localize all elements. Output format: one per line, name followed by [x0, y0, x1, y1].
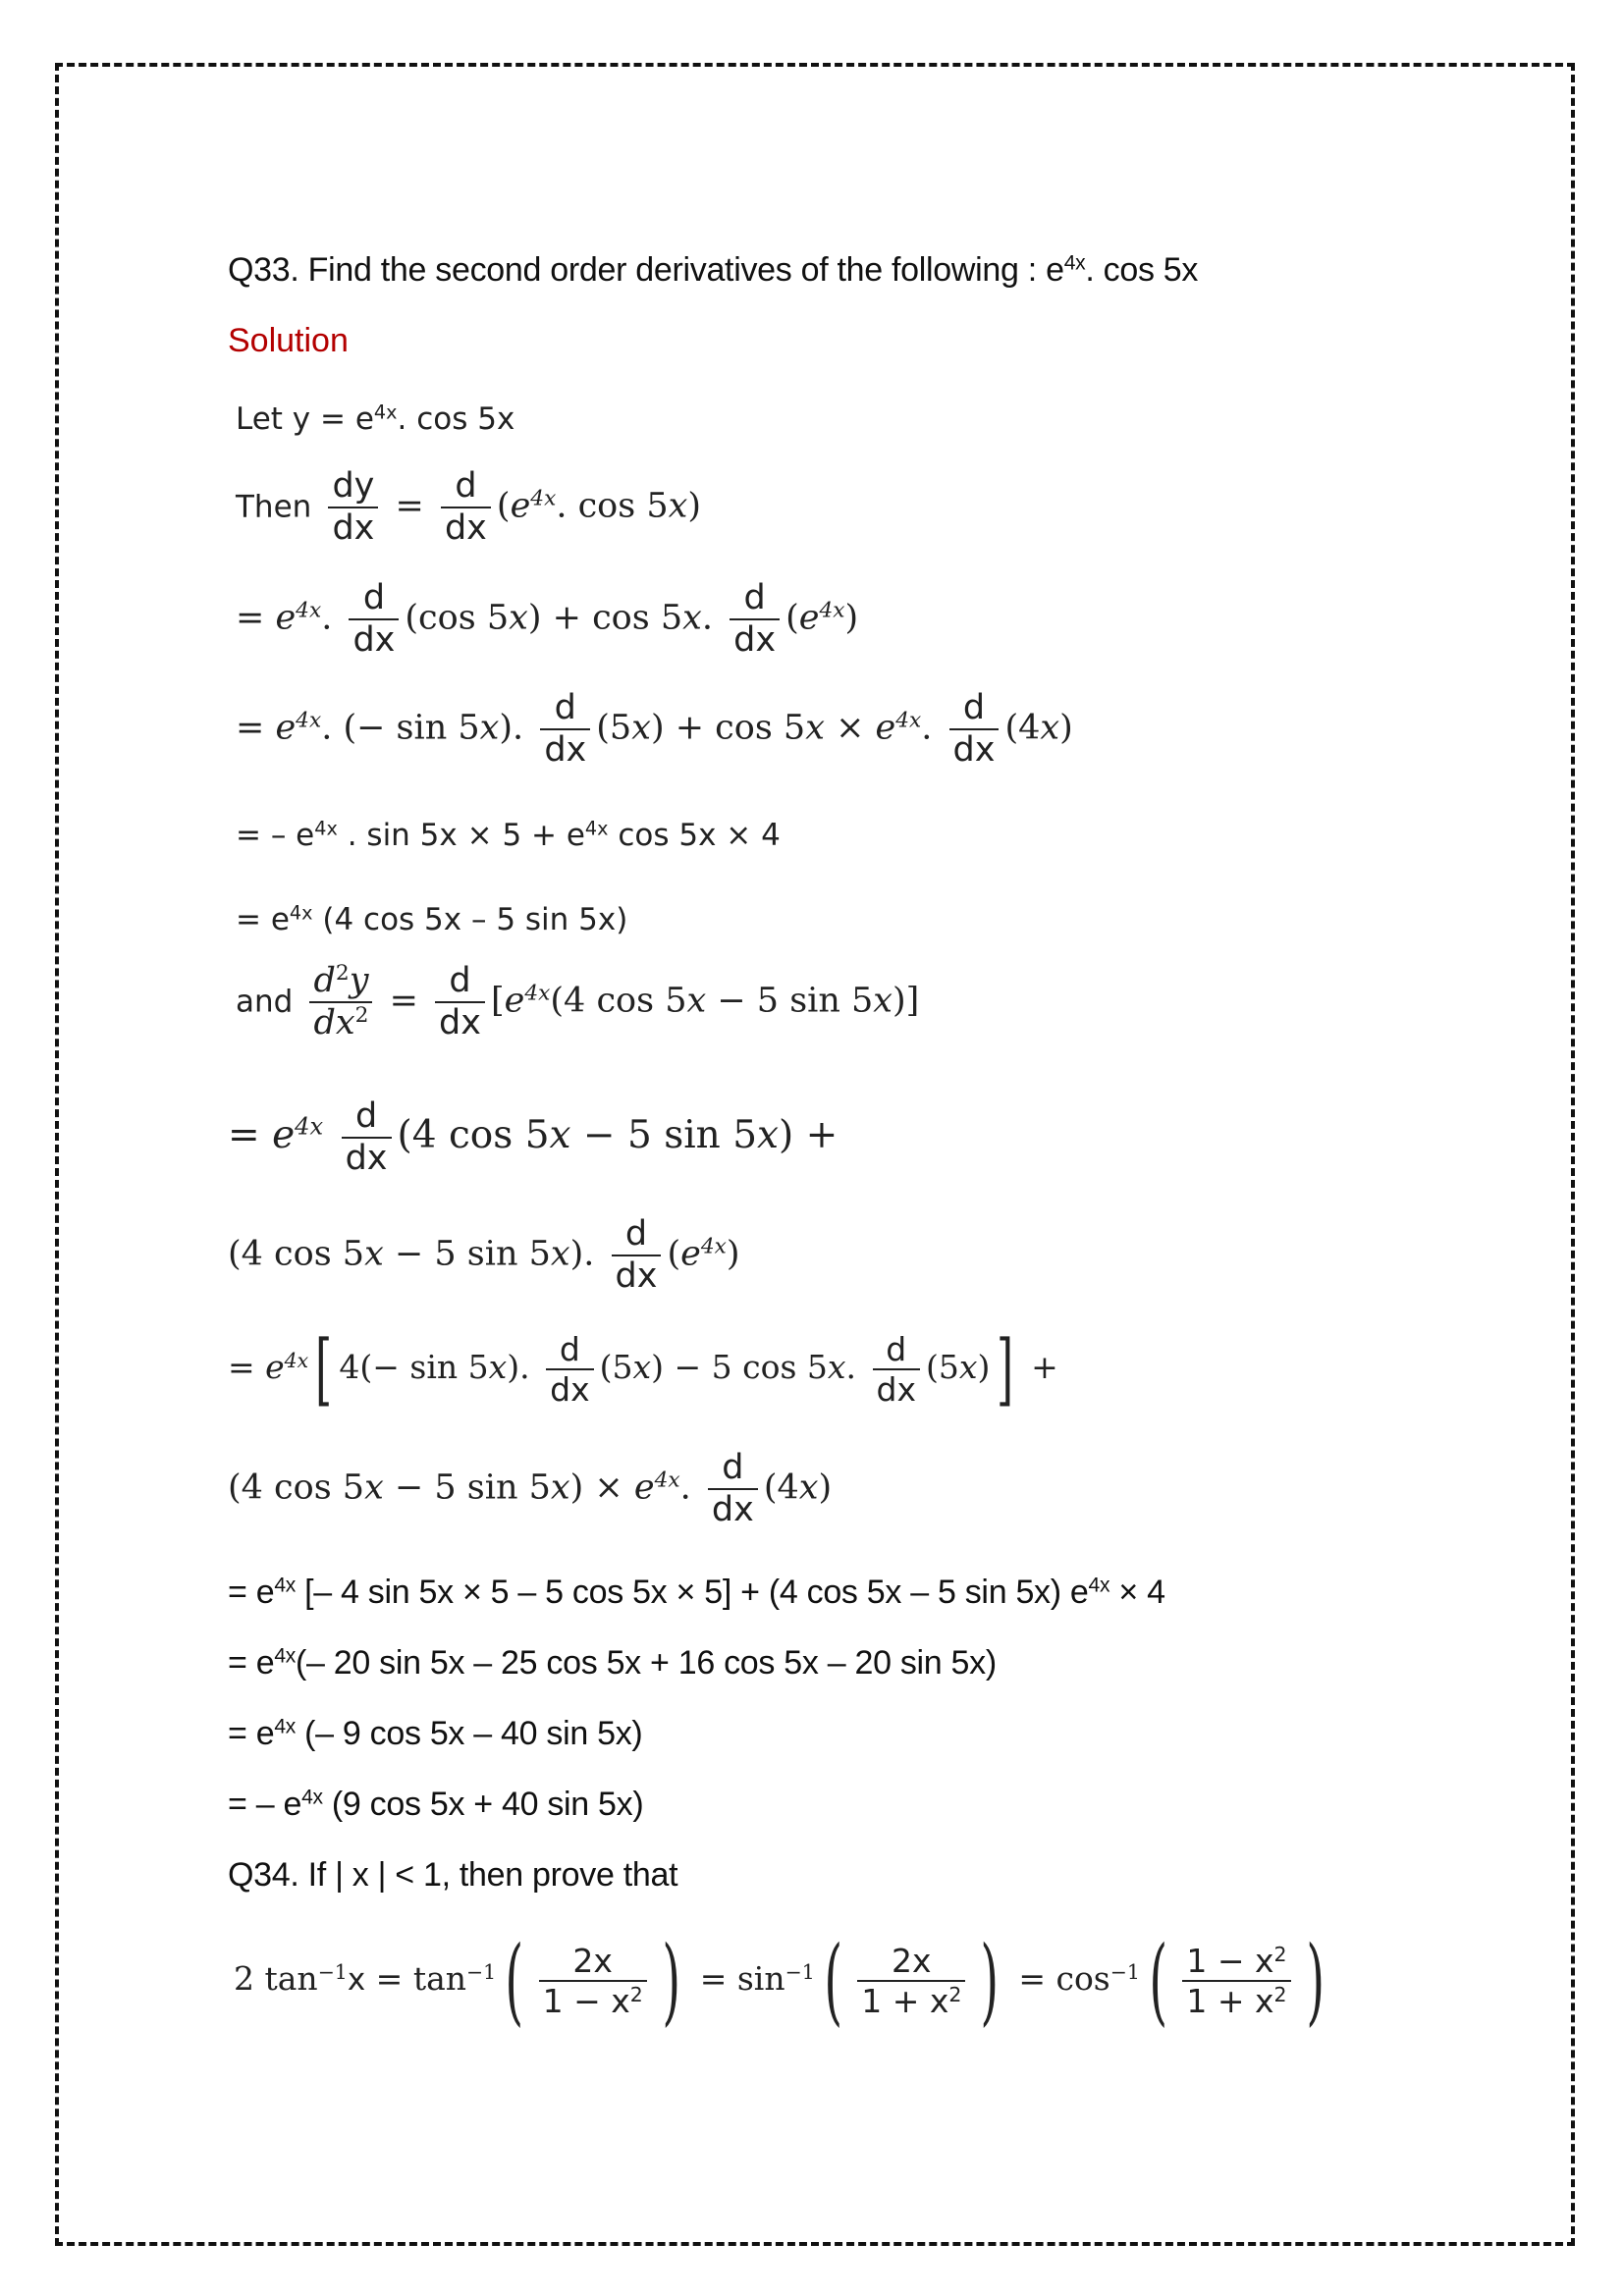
step-10: = $e^{4x}$ [– 4 sin 5x × 5 – 5 cos 5x × 5] + (4 cos 5x – 5 sin 5x) $e^{4x} \times 4$	[228, 1574, 1165, 1611]
step-8: = $e^{4x}$[ 4(− sin 5x). $\frac{d}{dx}$ (5x) − 5 cos 5x. $\frac{d}{dx}$ (5x)] +	[228, 1323, 1058, 1415]
step-11: = $e^{4x}(-$ 20 sin 5x – 25 cos 5x + 16 cos 5x – 20 sin 5x)	[228, 1644, 997, 1682]
step-12: = $e^{4x}$ (– 9 cos 5x – 40 sin 5x)	[228, 1715, 643, 1752]
solution-heading: Solution	[228, 322, 349, 359]
second-derivative-equation: and $\frac{d^2y}{dx^2}$ = $\frac{d}{dx}$ [$e^{4x}(4$ cos 5x − 5 sin 5x)]	[236, 961, 920, 1042]
step-4: = $e^{4x}$ (4 cos 5x – 5 sin 5x)	[236, 901, 628, 937]
question-33: Q33. Find the second order derivatives of the following : $e^{4x}$. cos 5x	[228, 251, 1199, 289]
step-3: = – $e^{4x}$ . $\sin 5x \times 5 + e^{4x}$ cos 5x × 4	[236, 817, 781, 853]
step-1: = $e^{4x}$. $\frac{d}{dx}$ (cos 5x) + cos 5x. $\frac{d}{dx}$ $(e^{4x})$	[236, 578, 859, 660]
question-34: Q34. If | x | < 1, then prove that	[228, 1856, 678, 1894]
step-2: = $e^{4x}$. (− sin 5x). $\frac{d}{dx}$ $(5x) + \cos 5x \times e^{4x}$. $\frac{d}{dx}$ (4x)	[236, 688, 1073, 770]
step-9: (4 cos 5x − 5 $\sin 5x) \times e^{4x}$. $\frac{d}{dx}$ (4x)	[228, 1448, 833, 1529]
step-7: (4 cos 5x − 5 sin 5x). $\frac{d}{dx}$ $(e^{4x})$	[228, 1214, 740, 1296]
let-statement: Let $y = e^{4x}$. cos 5x	[236, 400, 515, 437]
step-13: = – $e^{4x}$ (9 cos 5x + 40 sin 5x)	[228, 1786, 644, 1823]
step-6: = $e^{4x}$ $\frac{d}{dx}$ (4 cos 5x − 5 sin 5x) +	[228, 1096, 839, 1178]
then-equation: Then $\frac{dy}{dx}$ = $\frac{d}{dx}$ ($e^{4x}$. cos 5x)	[236, 466, 701, 548]
q34-identity: 2 $\tan^{-1}x = \tan^{-1}$( $\frac{2x}{1 - x^2}$ ) = $\sin^{-1}$( $\frac{2x}{1 + x^2}$ ) = $\cos^{-1}$( $\frac{1 - x^2}{1 + x^2}$ )	[234, 1926, 1325, 2036]
